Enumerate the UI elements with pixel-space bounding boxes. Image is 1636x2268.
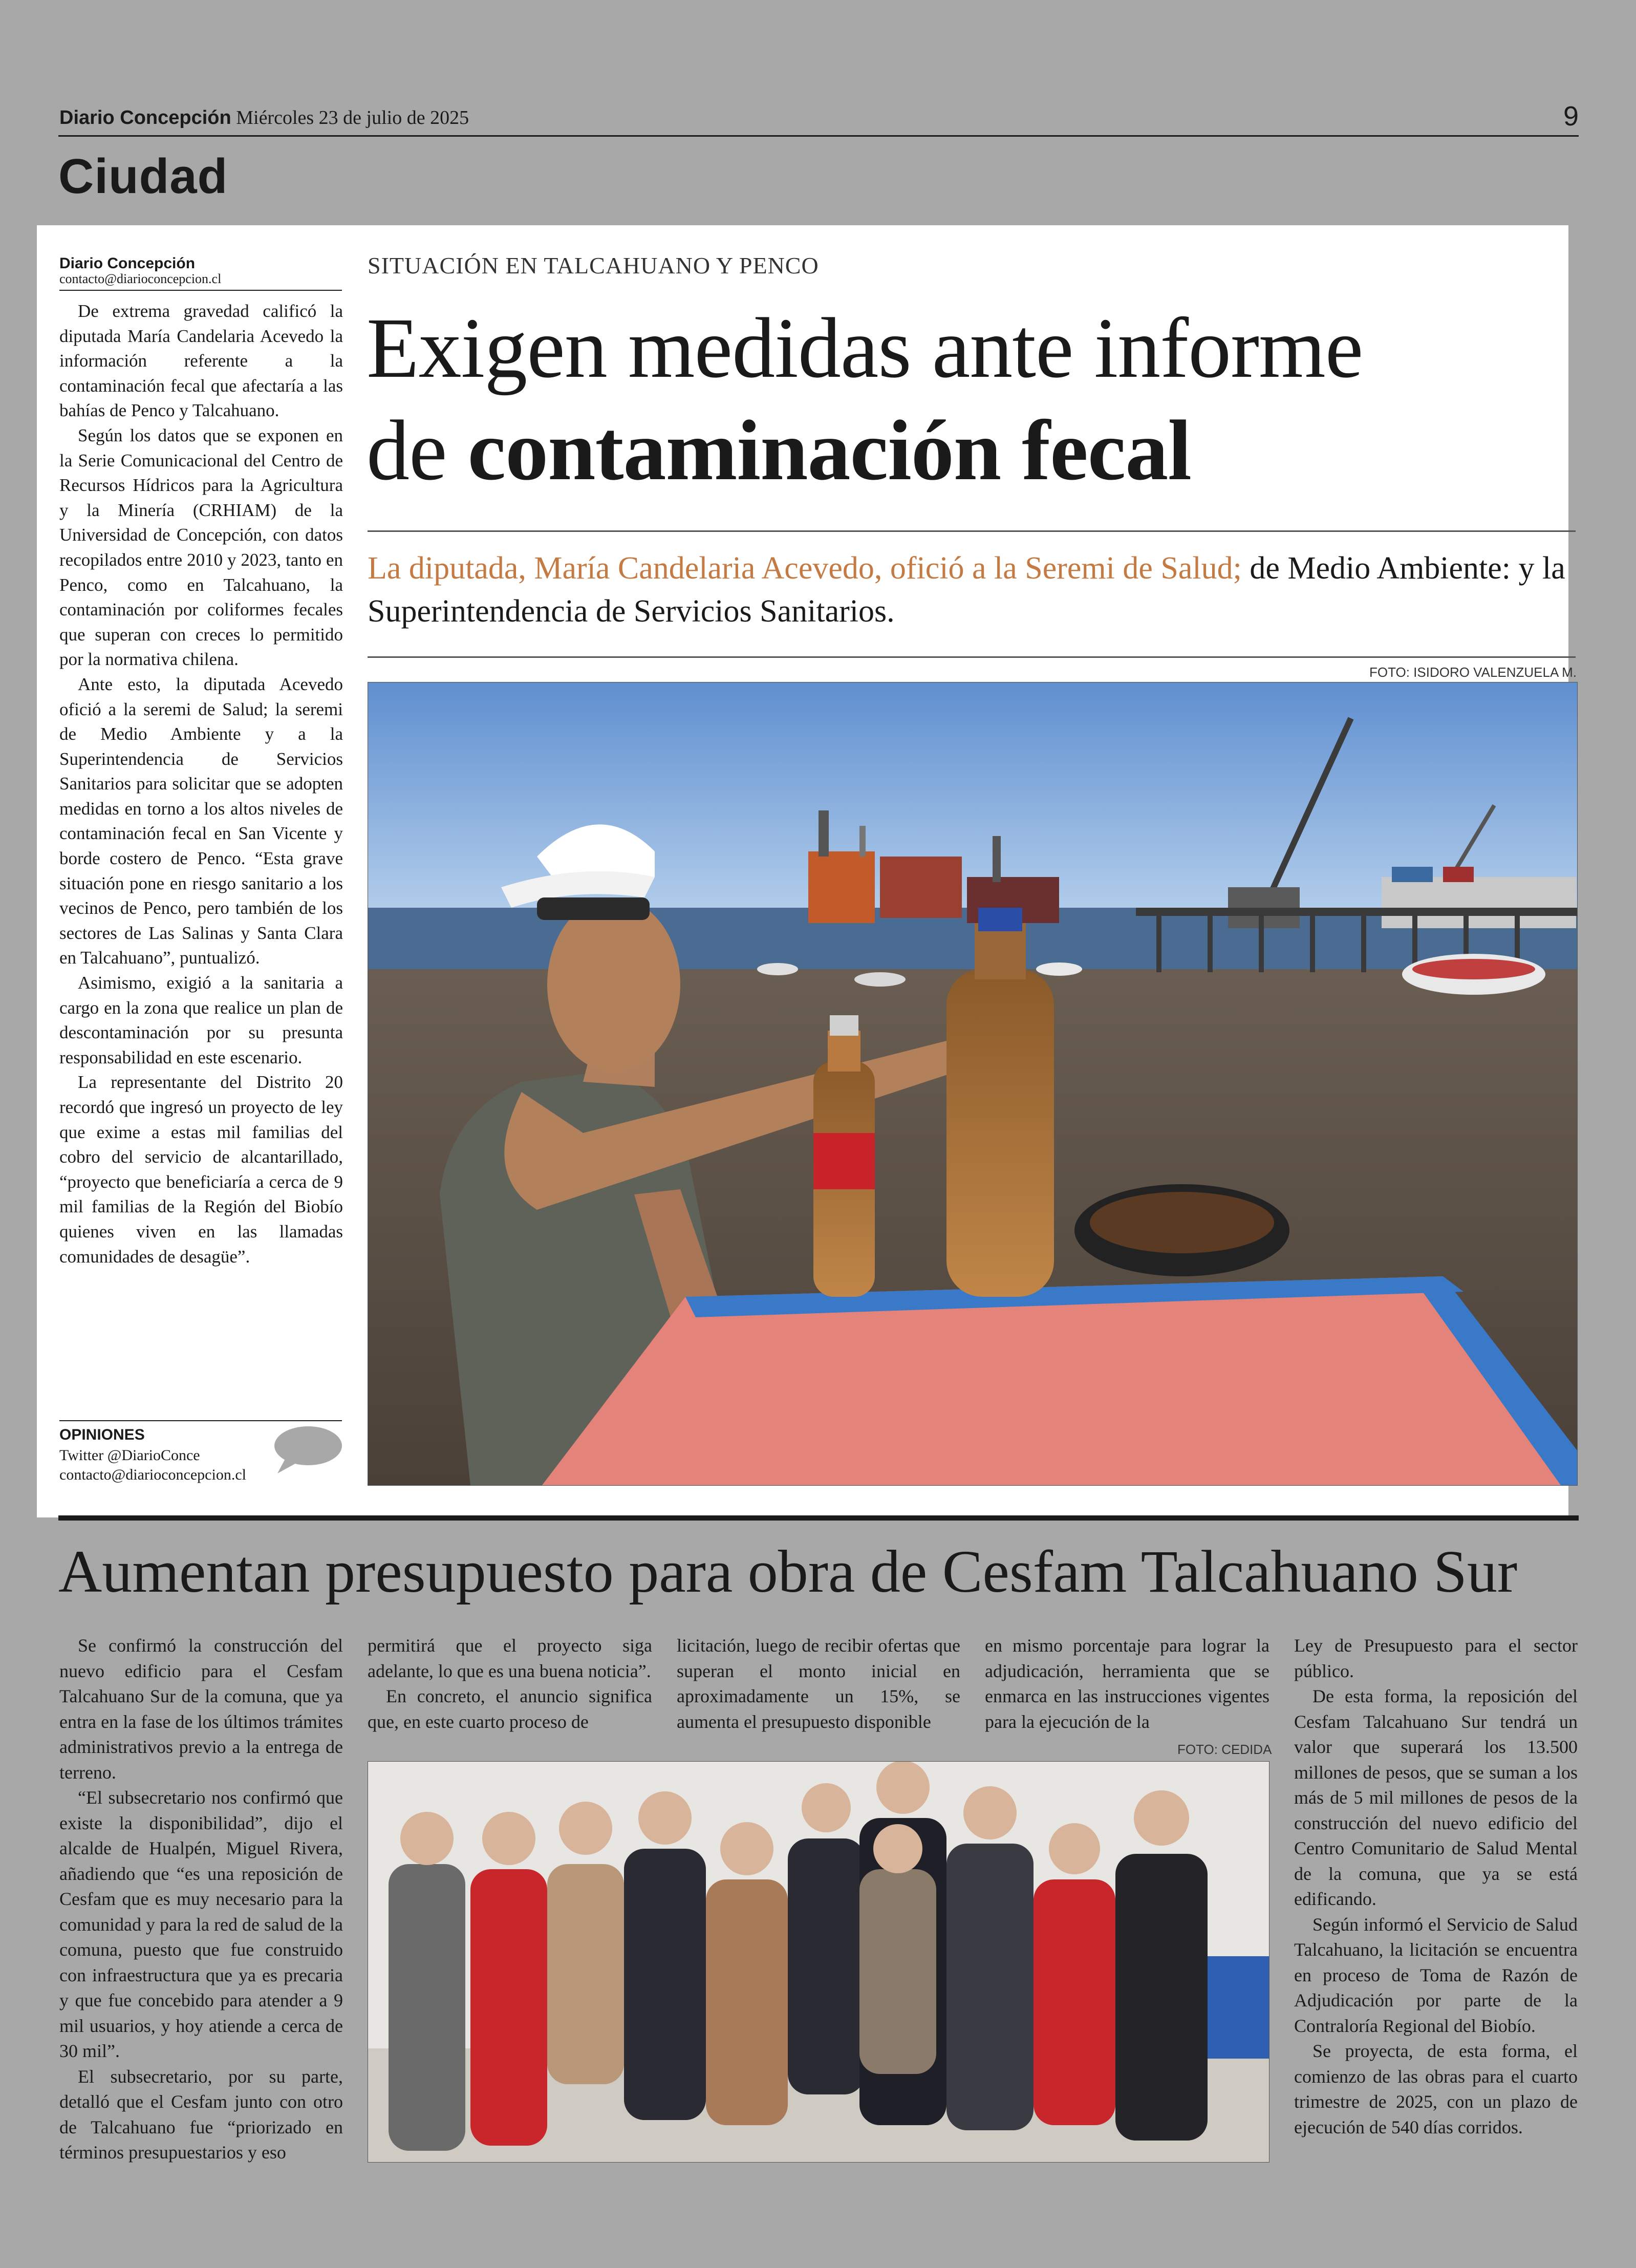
article-photo: [368, 682, 1578, 1486]
article2-column-3: [677, 1633, 960, 1735]
paragraph: Según informó el Servicio de Salud Talcahuano, la licitación se encuentra en proceso de Toma de Razón de Adjudicación por parte de la Contraloría Regional del Biobío.: [1294, 1914, 1578, 2036]
article2-column-2: [368, 1633, 652, 1735]
opinions-rule: [59, 1420, 342, 1421]
byline-email: contacto@diarioconcepcion.cl: [59, 271, 222, 286]
paper-name: Diario Concepción: [59, 107, 231, 129]
sidebar-article-body: [59, 299, 343, 1269]
opinions-twitter: Twitter @DiarioConce: [59, 1447, 200, 1464]
paragraph: “El subsecretario nos confirmó que existe la disponibilidad”, dijo el alcalde de Hualpén, Miguel Rivera, añadiendo que “es una reposición de Cesfam que es muy necesario para la comunidad y para la red de salud de la comuna, puesto que fue construido con infraestructura que ya es precaria y que fue concebido para atender a 9 mil usuarios, y hoy atiende a cerca de 30 mil”.: [59, 1787, 343, 2061]
byline-rule: [59, 290, 342, 291]
article2-photo: [368, 1761, 1269, 2163]
paragraph: Se confirmó la construcción del nuevo edificio para el Cesfam Talcahuano Sur de la comuna, que ya entra en la fase de los últimos trámites administrativos previo a la entrega de terreno.: [59, 1635, 343, 1783]
fisherman-bottles-photo: [368, 682, 1577, 1485]
article-headline: [367, 297, 1575, 502]
headline-rule-top: [368, 530, 1576, 532]
article-deck: [368, 547, 1576, 633]
article2-column-1: [59, 1633, 343, 2166]
section-divider: [58, 1515, 1579, 1521]
headline-line-2: [367, 399, 1575, 502]
paragraph: Asimismo, exigió a la sanitaria a cargo en la zona que realice un plan de descontaminación por su presunta responsabilidad en este escenario.: [59, 973, 343, 1067]
article2-column-5: [1294, 1633, 1578, 2140]
paragraph: De extrema gravedad calificó la diputada María Candelaria Acevedo la información referente a la contaminación fecal que afectaría a las bahías de Penco y Talcahuano.: [59, 301, 343, 421]
paragraph: Ante esto, la diputada Acevedo ofició a la seremi de Salud; la seremi de Medio Ambiente y a la Superintendencia de Servicios Sanitarios para solicitar que se adopten medidas en torno a los altos niveles de contaminación fecal en San Vicente y borde costero de Penco. “Esta grave situación pone en riesgo sanitario a los vecinos de Penco, pero también de los sectores de Las Salinas y Santa Clara en Talcahuano”, puntualizó.: [59, 674, 343, 968]
headline-rule-bottom: [368, 656, 1576, 658]
paragraph: permitirá que el proyecto siga adelante, lo que es una buena noticia”.: [368, 1635, 652, 1681]
group-photo: [368, 1762, 1269, 2162]
article2-headline: Aumentan presupuesto para obra de Cesfam Talcahuano Sur: [58, 1538, 1518, 1605]
page-number: 9: [1563, 101, 1579, 132]
paragraph: Se proyecta, de esta forma, el comienzo de las obras para el cuarto trimestre de 2025, con un plazo de ejecución de 540 días corridos.: [1294, 2041, 1578, 2137]
paragraph: licitación, luego de recibir ofertas que superan el monto inicial en aproximadamente un 15%, se aumenta el presupuesto disponible: [677, 1635, 960, 1732]
deck-highlight: La diputada, María Candelaria Acevedo, ofició a la Seremi de Salud;: [368, 551, 1242, 586]
photo-credit: FOTO: ISIDORO VALENZUELA M.: [1369, 665, 1577, 680]
paragraph: en mismo porcentaje para lograr la adjudicación, herramienta que se enmarca en las instrucciones vigentes para la ejecución de la: [985, 1635, 1269, 1732]
byline-org: Diario Concepción: [59, 255, 196, 272]
paragraph: El subsecretario, por su parte, detalló que el Cesfam junto con otro de Talcahuano fue “priorizado en términos presupuestarios y eso: [59, 2066, 343, 2163]
issue-date: Miércoles 23 de julio de 2025: [236, 107, 469, 129]
page-header-left: [59, 106, 469, 129]
paragraph: Ley de Presupuesto para el sector público.: [1294, 1635, 1578, 1681]
opinions-email: contacto@diarioconcepcion.cl: [59, 1466, 246, 1483]
headline-line-1: Exigen medidas ante informe: [367, 301, 1363, 396]
opinions-title: OPINIONES: [59, 1426, 145, 1443]
photo2-credit: FOTO: CEDIDA: [1177, 1742, 1272, 1757]
article-kicker: SITUACIÓN EN TALCAHUANO Y PENCO: [368, 252, 819, 279]
article2-column-4: [985, 1633, 1269, 1735]
header-rule: [58, 135, 1579, 137]
headline-light: de: [367, 403, 468, 498]
speech-bubble-icon: [270, 1424, 343, 1475]
headline-bold: contaminación fecal: [467, 403, 1192, 498]
paragraph: En concreto, el anuncio significa que, en este cuarto proceso de: [368, 1686, 652, 1732]
paragraph: De esta forma, la reposición del Cesfam Talcahuano Sur tendrá un valor que superará los 13.500 millones de pesos, que se suman a los más de 5 mil millones de pesos de la construcción del nuevo edificio del Centro Comunitario de Salud Mental de la comuna, que ya se está edificando.: [1294, 1686, 1578, 1909]
paragraph: La representante del Distrito 20 recordó que ingresó un proyecto de ley que exime a estas mil familias del cobro del servicio de alcantarillado, “proyecto que beneficiaría a cerca de 9 mil familias de la Región del Biobío quienes viven en las llamadas comunidades de desagüe”.: [59, 1072, 343, 1267]
paragraph: Según los datos que se exponen en la Serie Comunicacional del Centro de Recursos Hídricos para la Agricultura y la Minería (CRHIAM) de la Universidad de Concepción, con datos recopilados entre 2010 y 2023, tanto en Penco, como en Talcahuano, la contaminación por coliformes fecales que superan con creces lo permitido por la normativa chilena.: [59, 425, 343, 670]
deck-rest: de Medio Ambiente: y la Superintendencia de Servicios Sanitarios.: [368, 551, 1565, 629]
section-title: Ciudad: [58, 149, 228, 204]
